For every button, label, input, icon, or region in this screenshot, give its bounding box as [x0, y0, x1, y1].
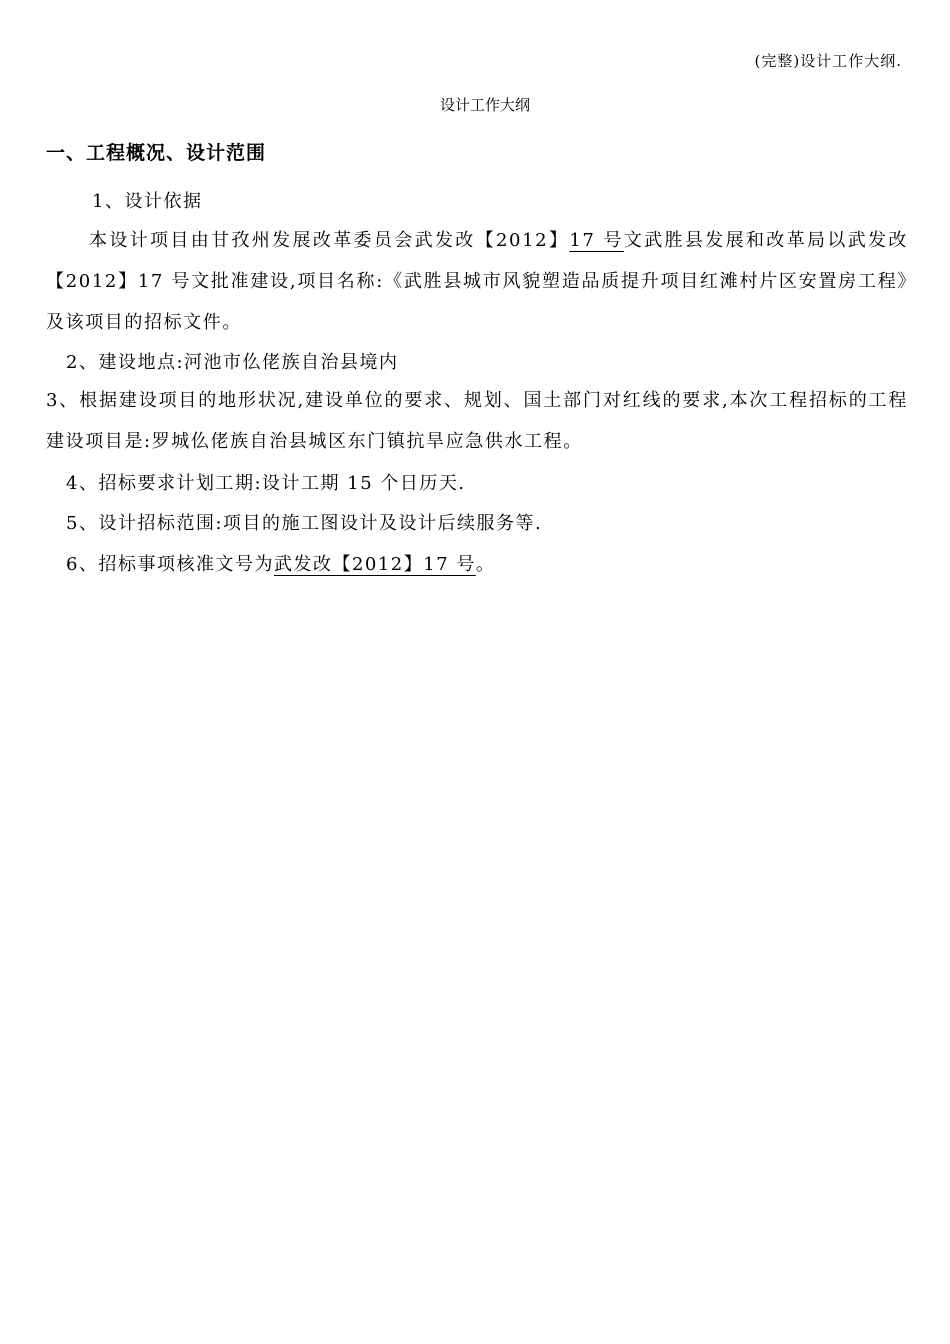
item-6-suffix: 。	[475, 554, 496, 575]
running-header: (完整)设计工作大纲.	[754, 52, 902, 70]
item-6-prefix: 6、招标事项核准文号为	[66, 554, 274, 575]
section-heading-overview: 一、工程概况、设计范围	[46, 142, 267, 164]
item-2-location: 2、建设地点:河池市仫佬族自治县境内	[66, 352, 399, 373]
item-3-paragraph: 3、根据建设项目的地形状况,建设单位的要求、规划、国土部门对红线的要求,本次工程招标的工程建设项目是:罗城仫佬族自治县城区东门镇抗旱应急供水工程。	[46, 390, 908, 452]
item-1-text-end: 文武胜县发展和改革局以武发改【2012】17 号文批准建设,项目名称:《武胜县城市风貌塑造品质提升项目红滩村片区安置房工程》及该项目的招标文件。	[46, 230, 908, 333]
item-1-paragraph	[46, 220, 908, 343]
item-1-heading: 1、设计依据	[92, 191, 203, 212]
item-1-text-start: 本设计项目由甘孜州发展改革委员会武发改【2012】	[89, 230, 570, 251]
item-6-approval-number: 武发改【2012】17 号	[273, 554, 476, 575]
item-5-scope: 5、设计招标范围:项目的施工图设计及设计后续服务等.	[66, 513, 543, 534]
item-1-underlined-number: 17 号	[569, 230, 624, 251]
item-4-schedule: 4、招标要求计划工期:设计工期 15 个日历天.	[66, 473, 466, 494]
item-6-approval	[66, 550, 495, 576]
document-title: 设计工作大纲	[439, 96, 530, 114]
